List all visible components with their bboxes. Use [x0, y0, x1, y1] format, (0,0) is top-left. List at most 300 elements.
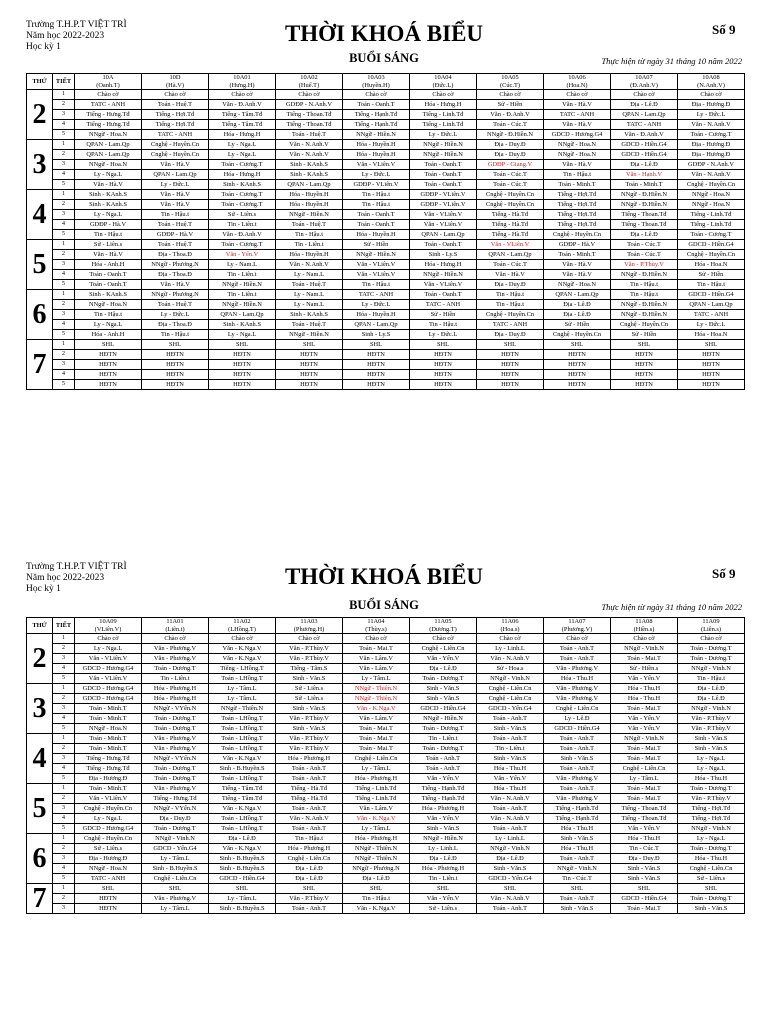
lesson-cell: Hóa - Phương.H	[410, 864, 477, 874]
lesson-cell: HĐTN	[410, 370, 477, 380]
lesson-cell: HĐTN	[611, 370, 678, 380]
lesson-cell: Sử - Hiền	[678, 270, 745, 280]
table-row	[27, 734, 745, 744]
lesson-cell: Toán - Cương.T	[209, 160, 276, 170]
period-number: 5	[53, 130, 75, 140]
period-number: 2	[53, 894, 75, 904]
lesson-cell: Ly - Nga.L	[678, 834, 745, 844]
lesson-cell: Ly - Nga.L	[75, 644, 142, 654]
period-number: 4	[53, 170, 75, 180]
lesson-cell: Tin - Hậu.t	[75, 310, 142, 320]
lesson-cell: Ly - Nam.L	[276, 300, 343, 310]
period-number: 3	[53, 210, 75, 220]
period-number: 2	[53, 150, 75, 160]
lesson-cell: Tin - Hậu.t	[142, 210, 209, 220]
lesson-cell: Cnghệ - Huyền.Cn	[544, 330, 611, 340]
day-label: 6	[27, 290, 53, 340]
table-row	[27, 220, 745, 230]
lesson-cell: Hóa - Thu.H	[611, 684, 678, 694]
lesson-cell: Văn - Lâm.V	[343, 664, 410, 674]
lesson-cell: Văn - Đ.Anh.V	[209, 230, 276, 240]
table-row	[27, 110, 745, 120]
lesson-cell: NNgữ - Hiền.N	[410, 140, 477, 150]
lesson-cell: Toán - Dương.T	[142, 714, 209, 724]
timetable-table	[26, 73, 745, 390]
homeroom-teacher: (Huế.T)	[298, 81, 320, 89]
lesson-cell: Tin - Hậu.t	[544, 170, 611, 180]
class-name: 10A07	[635, 74, 653, 81]
lesson-cell: Toán - Mai.T	[343, 744, 410, 754]
lesson-cell: Văn - Phương.V	[142, 734, 209, 744]
school-year: Năm học 2022-2023	[26, 31, 105, 41]
lesson-cell: Địa - Lê.Đ	[276, 864, 343, 874]
lesson-cell: TATC - ANH	[75, 874, 142, 884]
lesson-cell: Văn - Đ.Anh.V	[209, 100, 276, 110]
lesson-cell: Tiếng - Hà.Tđ	[477, 230, 544, 240]
lesson-cell: Ly - Linh.L	[410, 844, 477, 854]
table-row	[27, 320, 745, 330]
lesson-cell: Tin - Liên.t	[209, 290, 276, 300]
lesson-cell: Văn - Hà.V	[142, 190, 209, 200]
lesson-cell: Sinh - KAnh.S	[209, 180, 276, 190]
day-label: 4	[27, 734, 53, 784]
lesson-cell: Văn - Phương.V	[142, 784, 209, 794]
lesson-cell: Toán - Minh.T	[544, 250, 611, 260]
lesson-cell: Tiếng - Hà.Tđ	[477, 220, 544, 230]
lesson-cell: GDĐP - N.Anh.V	[276, 100, 343, 110]
lesson-cell: Hóa - Phương.H	[276, 844, 343, 854]
lesson-cell: Tiếng - Hạnh.Tđ	[410, 784, 477, 794]
school-year: Năm học 2022-2023	[26, 573, 105, 583]
lesson-cell: Toán - Anh.T	[544, 744, 611, 754]
school-name: Trường T.H.P.T VIỆT TRÌ	[26, 20, 127, 30]
lesson-cell: Địa - Thoa.Đ	[142, 270, 209, 280]
lesson-cell: Sử - Liên.s	[276, 694, 343, 704]
lesson-cell: Toán - Dương.T	[678, 844, 745, 854]
period-number: 2	[53, 100, 75, 110]
lesson-cell: Toán - Anh.T	[276, 774, 343, 784]
lesson-cell: NNgữ - Hoa.N	[75, 864, 142, 874]
lesson-cell: Địa - Lê.Đ	[477, 854, 544, 864]
period-number: 2	[53, 794, 75, 804]
table-row	[27, 854, 745, 864]
lesson-cell: GDĐP - VLiên.V	[410, 190, 477, 200]
lesson-cell: Địa - Duy.Đ	[611, 854, 678, 864]
table-row	[27, 704, 745, 714]
lesson-cell: Toán - Anh.T	[544, 764, 611, 774]
lesson-cell: Tin - Hậu.t	[343, 200, 410, 210]
table-row	[27, 654, 745, 664]
col-header-thu: THỨ	[27, 618, 53, 634]
lesson-cell: Tiếng - Linh.Tđ	[410, 120, 477, 130]
lesson-cell: Sinh - B.Huyền.S	[209, 764, 276, 774]
lesson-cell: Tiếng - Hợi.Tđ	[544, 190, 611, 200]
session-label: BUỔI SÁNG	[349, 51, 419, 65]
lesson-cell: Văn - P.Thùy.V	[276, 714, 343, 724]
lesson-cell: HĐTN	[611, 380, 678, 390]
lesson-cell: Tiếng - Hà.Tđ	[276, 784, 343, 794]
lesson-cell: Ly - Linh.L	[477, 834, 544, 844]
lesson-cell: Địa - Duy.Đ	[477, 330, 544, 340]
lesson-cell: SHL	[209, 884, 276, 894]
lesson-cell: Toán - Cương.T	[678, 130, 745, 140]
lesson-cell: Văn - Phương.V	[544, 694, 611, 704]
lesson-cell: Địa - Thoa.Đ	[142, 250, 209, 260]
lesson-cell: Chào cờ	[142, 90, 209, 100]
lesson-cell: Tin - Liên.t	[209, 220, 276, 230]
table-row	[27, 814, 745, 824]
lesson-cell: NNgữ - Hoa.N	[75, 130, 142, 140]
school-name: Trường T.H.P.T VIỆT TRÌ	[26, 562, 127, 572]
table-row	[27, 634, 745, 644]
lesson-cell: Sử - Liên.s	[678, 874, 745, 884]
lesson-cell: Tiếng - Linh.Tđ	[678, 210, 745, 220]
lesson-cell: Văn - Hà.V	[142, 160, 209, 170]
lesson-cell: Tin - Hậu.t	[410, 320, 477, 330]
lesson-cell: HĐTN	[209, 360, 276, 370]
lesson-cell: HĐTN	[611, 360, 678, 370]
lesson-cell: TATC - ANH	[75, 100, 142, 110]
lesson-cell: Tiếng - Thoan.Tđ	[611, 814, 678, 824]
table-row	[27, 240, 745, 250]
lesson-cell: Sử - Hiền	[410, 310, 477, 320]
lesson-cell: Tiếng - Tâm.Tđ	[209, 120, 276, 130]
lesson-cell: Ly - Nga.L	[75, 210, 142, 220]
lesson-cell: Tin - Liên.t	[142, 674, 209, 684]
lesson-cell: HĐTN	[142, 360, 209, 370]
lesson-cell: NNgữ - Hiền.N	[343, 250, 410, 260]
lesson-cell: NNgữ - Thiên.N	[343, 844, 410, 854]
lesson-cell: Chào cờ	[75, 634, 142, 644]
lesson-cell: NNgữ - Đ.Hiền.N	[611, 270, 678, 280]
lesson-cell: Tiếng - Linh.Tđ	[410, 110, 477, 120]
lesson-cell: Văn - P.Thùy.V	[276, 894, 343, 904]
lesson-cell: Cnghệ - Huyền.Cn	[142, 150, 209, 160]
lesson-cell: HĐTN	[209, 350, 276, 360]
lesson-cell: HĐTN	[276, 350, 343, 360]
header-row	[27, 618, 745, 634]
lesson-cell: Văn - VLiên.V	[410, 220, 477, 230]
lesson-cell: Sinh - KAnh.S	[75, 200, 142, 210]
lesson-cell: Hóa - Phương.H	[343, 774, 410, 784]
schedule-number: Số 9	[712, 22, 736, 37]
lesson-cell: Chào cờ	[611, 90, 678, 100]
homeroom-teacher: (Thùy.s)	[365, 625, 387, 633]
timetable-block-bottom	[0, 558, 768, 1024]
table-row	[27, 100, 745, 110]
lesson-cell: Địa - Duy.Đ	[477, 140, 544, 150]
table-row	[27, 834, 745, 844]
lesson-cell: Ly - Nam.L	[209, 260, 276, 270]
lesson-cell: Ly - Tâm.L	[343, 674, 410, 684]
lesson-cell: HĐTN	[544, 350, 611, 360]
homeroom-teacher: (Huyền.H)	[362, 81, 390, 89]
lesson-cell: Tin - Hậu.t	[142, 330, 209, 340]
lesson-cell: Sinh - Văn.S	[611, 874, 678, 884]
lesson-cell: Cnghệ - Huyền.Cn	[75, 804, 142, 814]
lesson-cell: TATC - ANH	[544, 110, 611, 120]
lesson-cell: Văn - P.Thùy.V	[276, 734, 343, 744]
lesson-cell: HĐTN	[276, 360, 343, 370]
lesson-cell: Văn - N.Anh.V	[276, 814, 343, 824]
lesson-cell: GDCD - Hương.G4	[75, 694, 142, 704]
lesson-cell: HĐTN	[75, 350, 142, 360]
period-number: 3	[53, 160, 75, 170]
lesson-cell: Hóa - Huyền.H	[343, 150, 410, 160]
lesson-cell: Toán - Cương.T	[209, 240, 276, 250]
lesson-cell: TATC - ANH	[343, 290, 410, 300]
lesson-cell: GDCD - Yến.G4	[142, 844, 209, 854]
lesson-cell: Tin - Hậu.t	[75, 230, 142, 240]
lesson-cell: Chào cờ	[343, 634, 410, 644]
lesson-cell: QPAN - Lam.Qp	[75, 150, 142, 160]
homeroom-teacher: (Liên.t)	[165, 625, 185, 633]
lesson-cell: Sinh - Văn.S	[477, 864, 544, 874]
lesson-cell: Văn - Hà.V	[75, 180, 142, 190]
lesson-cell: Ly - Đức.L	[343, 170, 410, 180]
class-header	[276, 618, 343, 634]
lesson-cell: Văn - N.Anh.V	[276, 150, 343, 160]
lesson-cell: Hóa - Hưng.H	[209, 170, 276, 180]
lesson-cell: Sinh - Văn.S	[410, 824, 477, 834]
lesson-cell: Sinh - Văn.S	[276, 674, 343, 684]
lesson-cell: Ly - Nga.L	[75, 170, 142, 180]
class-header	[678, 74, 745, 90]
lesson-cell: HĐTN	[611, 350, 678, 360]
lesson-cell: Văn - N.Anh.V	[477, 654, 544, 664]
effective-date: Thực hiện từ ngày 31 tháng 10 năm 2022	[601, 602, 742, 612]
period-number: 4	[53, 370, 75, 380]
lesson-cell: HĐTN	[75, 360, 142, 370]
lesson-cell: HĐTN	[75, 370, 142, 380]
class-header	[209, 618, 276, 634]
lesson-cell: NNgữ - Phương.N	[142, 290, 209, 300]
lesson-cell: Tin - Liên.t	[410, 874, 477, 884]
table-row	[27, 230, 745, 240]
lesson-cell: Toán - Oanh.T	[343, 210, 410, 220]
lesson-cell: Sinh - Văn.S	[544, 834, 611, 844]
lesson-cell: Toán - Anh.T	[477, 904, 544, 914]
lesson-cell: QPAN - Lam.Qp	[544, 290, 611, 300]
lesson-cell: Tiếng - Hạnh.Tđ	[343, 110, 410, 120]
lesson-cell: Văn - Đ.Anh.V	[611, 130, 678, 140]
table-row	[27, 260, 745, 270]
lesson-cell: HĐTN	[678, 360, 745, 370]
lesson-cell: Văn - N.Anh.V	[477, 814, 544, 824]
lesson-cell: Sử - Liên.s	[410, 904, 477, 914]
lesson-cell: Toán - Dương.T	[142, 724, 209, 734]
schedule-number: Số 9	[712, 566, 736, 581]
lesson-cell: Sinh - KAnh.S	[276, 310, 343, 320]
lesson-cell: Toán - Mai.T	[343, 644, 410, 654]
period-number: 3	[53, 654, 75, 664]
lesson-cell: QPAN - Lam.Qp	[142, 170, 209, 180]
lesson-cell: HĐTN	[75, 380, 142, 390]
lesson-cell: Hóa - Phương.H	[343, 834, 410, 844]
lesson-cell: Tiếng - Hợi.Tđ	[142, 110, 209, 120]
lesson-cell: Hóa - Anh.H	[75, 330, 142, 340]
lesson-cell: Văn - VLiên.V	[343, 270, 410, 280]
lesson-cell: Hóa - Hoa.N	[678, 330, 745, 340]
lesson-cell: Toán - Huệ.T	[142, 240, 209, 250]
lesson-cell: Văn - VLiên.V	[343, 160, 410, 170]
lesson-cell: Văn - Yến.V	[611, 714, 678, 724]
class-header	[343, 74, 410, 90]
lesson-cell: NNgữ - Hiền.N	[410, 270, 477, 280]
day-label: 6	[27, 834, 53, 884]
lesson-cell: Sử - Hiền	[611, 330, 678, 340]
lesson-cell: Toán - Dương.T	[142, 824, 209, 834]
lesson-cell: Toán - Minh.T	[75, 784, 142, 794]
period-number: 5	[53, 674, 75, 684]
lesson-cell: Toán - Dương.T	[410, 724, 477, 734]
lesson-cell: Toán - Mai.T	[611, 654, 678, 664]
lesson-cell: Toán - Minh.T	[544, 180, 611, 190]
class-name: 11A01	[166, 618, 184, 625]
lesson-cell: Sinh - Văn.S	[410, 694, 477, 704]
lesson-cell: SHL	[142, 340, 209, 350]
period-number: 5	[53, 774, 75, 784]
lesson-cell: Toán - Dương.T	[142, 664, 209, 674]
lesson-cell: Địa - Duy.Đ	[477, 280, 544, 290]
lesson-cell: Địa - Lê.Đ	[544, 300, 611, 310]
lesson-cell: NNgữ - Vinh.N	[678, 704, 745, 714]
lesson-cell: Hóa - Thu.H	[544, 844, 611, 854]
class-header	[75, 618, 142, 634]
lesson-cell: Tin - Cúc.T	[544, 874, 611, 884]
class-header	[276, 74, 343, 90]
table-row	[27, 784, 745, 794]
lesson-cell: Toán - Cúc.T	[477, 180, 544, 190]
lesson-cell: Hóa - Huyền.H	[276, 190, 343, 200]
period-number: 5	[53, 230, 75, 240]
lesson-cell: SHL	[544, 884, 611, 894]
lesson-cell: Văn - VLiên.V	[343, 260, 410, 270]
lesson-cell: Văn - VLiên.V	[410, 280, 477, 290]
lesson-cell: Toán - Anh.T	[477, 714, 544, 724]
period-number: 1	[53, 784, 75, 794]
lesson-cell: Toán - Mai.T	[611, 704, 678, 714]
period-number: 1	[53, 140, 75, 150]
lesson-cell: Toán - Oanh.T	[343, 220, 410, 230]
lesson-cell: HĐTN	[678, 380, 745, 390]
table-row	[27, 130, 745, 140]
lesson-cell: NNgữ - Hiền.N	[276, 330, 343, 340]
table-row	[27, 340, 745, 350]
lesson-cell: Văn - Hà.V	[544, 120, 611, 130]
lesson-cell: Toán - Huệ.T	[142, 100, 209, 110]
period-number: 5	[53, 724, 75, 734]
lesson-cell: SHL	[276, 884, 343, 894]
lesson-cell: HĐTN	[276, 380, 343, 390]
period-number: 1	[53, 834, 75, 844]
table-row	[27, 300, 745, 310]
lesson-cell: Ly - Tâm.L	[209, 684, 276, 694]
period-number: 4	[53, 220, 75, 230]
lesson-cell: Văn - N.Anh.V	[678, 120, 745, 130]
lesson-cell: Toán - Mai.T	[611, 794, 678, 804]
period-number: 3	[53, 854, 75, 864]
lesson-cell: Ly - Đức.L	[678, 110, 745, 120]
lesson-cell: TATC - ANH	[142, 130, 209, 140]
lesson-cell: NNgữ - Hiền.N	[410, 150, 477, 160]
lesson-cell: Hóa - Huyền.H	[343, 140, 410, 150]
lesson-cell: Văn - N.Anh.V	[276, 260, 343, 270]
day-label: 2	[27, 90, 53, 140]
lesson-cell: HĐTN	[142, 380, 209, 390]
table-row	[27, 380, 745, 390]
period-number: 4	[53, 270, 75, 280]
lesson-cell: Địa - Hương.Đ	[75, 774, 142, 784]
lesson-cell: Toán - Anh.T	[477, 734, 544, 744]
class-name: 11A06	[501, 618, 519, 625]
lesson-cell: Văn - Phương.V	[142, 644, 209, 654]
lesson-cell: Chào cờ	[209, 90, 276, 100]
period-number: 1	[53, 884, 75, 894]
period-number: 4	[53, 814, 75, 824]
class-header	[544, 618, 611, 634]
lesson-cell: GDCD - Hương.G4	[544, 130, 611, 140]
lesson-cell: NNgữ - Hoa.N	[678, 190, 745, 200]
lesson-cell: Cnghệ - Huyền.Cn	[477, 310, 544, 320]
lesson-cell: Ly - Tâm.L	[343, 764, 410, 774]
lesson-cell: Văn - Yến.V	[410, 654, 477, 664]
lesson-cell: HĐTN	[477, 380, 544, 390]
period-number: 3	[53, 310, 75, 320]
lesson-cell: Tiếng - Linh.Tđ	[343, 794, 410, 804]
day-label: 3	[27, 140, 53, 190]
lesson-cell: Toán - Anh.T	[276, 804, 343, 814]
col-header-thu: THỨ	[27, 74, 53, 90]
class-name: 10A01	[233, 74, 251, 81]
lesson-cell: Văn - Hà.V	[75, 250, 142, 260]
lesson-cell: Ly - Linh.L	[477, 644, 544, 654]
lesson-cell: Toán - Oanh.T	[75, 280, 142, 290]
lesson-cell: NNgữ - Đ.Hiền.N	[611, 200, 678, 210]
lesson-cell: Tin - Cúc.T	[611, 844, 678, 854]
lesson-cell: Tiếng - Hợi.Tđ	[678, 804, 745, 814]
day-label: 2	[27, 634, 53, 684]
lesson-cell: Văn - K.Nga.V	[209, 844, 276, 854]
lesson-cell: Ly - Tâm.L	[209, 894, 276, 904]
col-header-tiet: TIẾT	[53, 618, 75, 634]
lesson-cell: NNgữ - Hiền.N	[343, 130, 410, 140]
day-label: 4	[27, 190, 53, 240]
lesson-cell: Ly - Đức.L	[678, 320, 745, 330]
lesson-cell: Ly - Tâm.L	[142, 854, 209, 864]
lesson-cell: Văn - Lâm.V	[343, 804, 410, 814]
lesson-cell: HĐTN	[343, 370, 410, 380]
lesson-cell: Địa - Lê.Đ	[410, 664, 477, 674]
lesson-cell: Toán - Minh.T	[75, 704, 142, 714]
lesson-cell: Văn - Yến.V	[410, 894, 477, 904]
lesson-cell: Văn - N.Anh.V	[477, 894, 544, 904]
table-row	[27, 884, 745, 894]
lesson-cell: Cnghệ - Huyền.Cn	[678, 180, 745, 190]
lesson-cell: TATC - ANH	[477, 320, 544, 330]
period-number: 1	[53, 290, 75, 300]
lesson-cell: Tin - Liên.t	[209, 270, 276, 280]
table-row	[27, 724, 745, 734]
lesson-cell: Sinh - KAnh.S	[75, 290, 142, 300]
lesson-cell: Chào cờ	[544, 90, 611, 100]
lesson-cell: HĐTN	[410, 360, 477, 370]
lesson-cell: NNgữ - Thiên.N	[209, 704, 276, 714]
lesson-cell: Tin - Hậu.t	[678, 674, 745, 684]
lesson-cell: Cnghệ - Liên.Cn	[477, 684, 544, 694]
lesson-cell: SHL	[142, 884, 209, 894]
class-header	[611, 74, 678, 90]
